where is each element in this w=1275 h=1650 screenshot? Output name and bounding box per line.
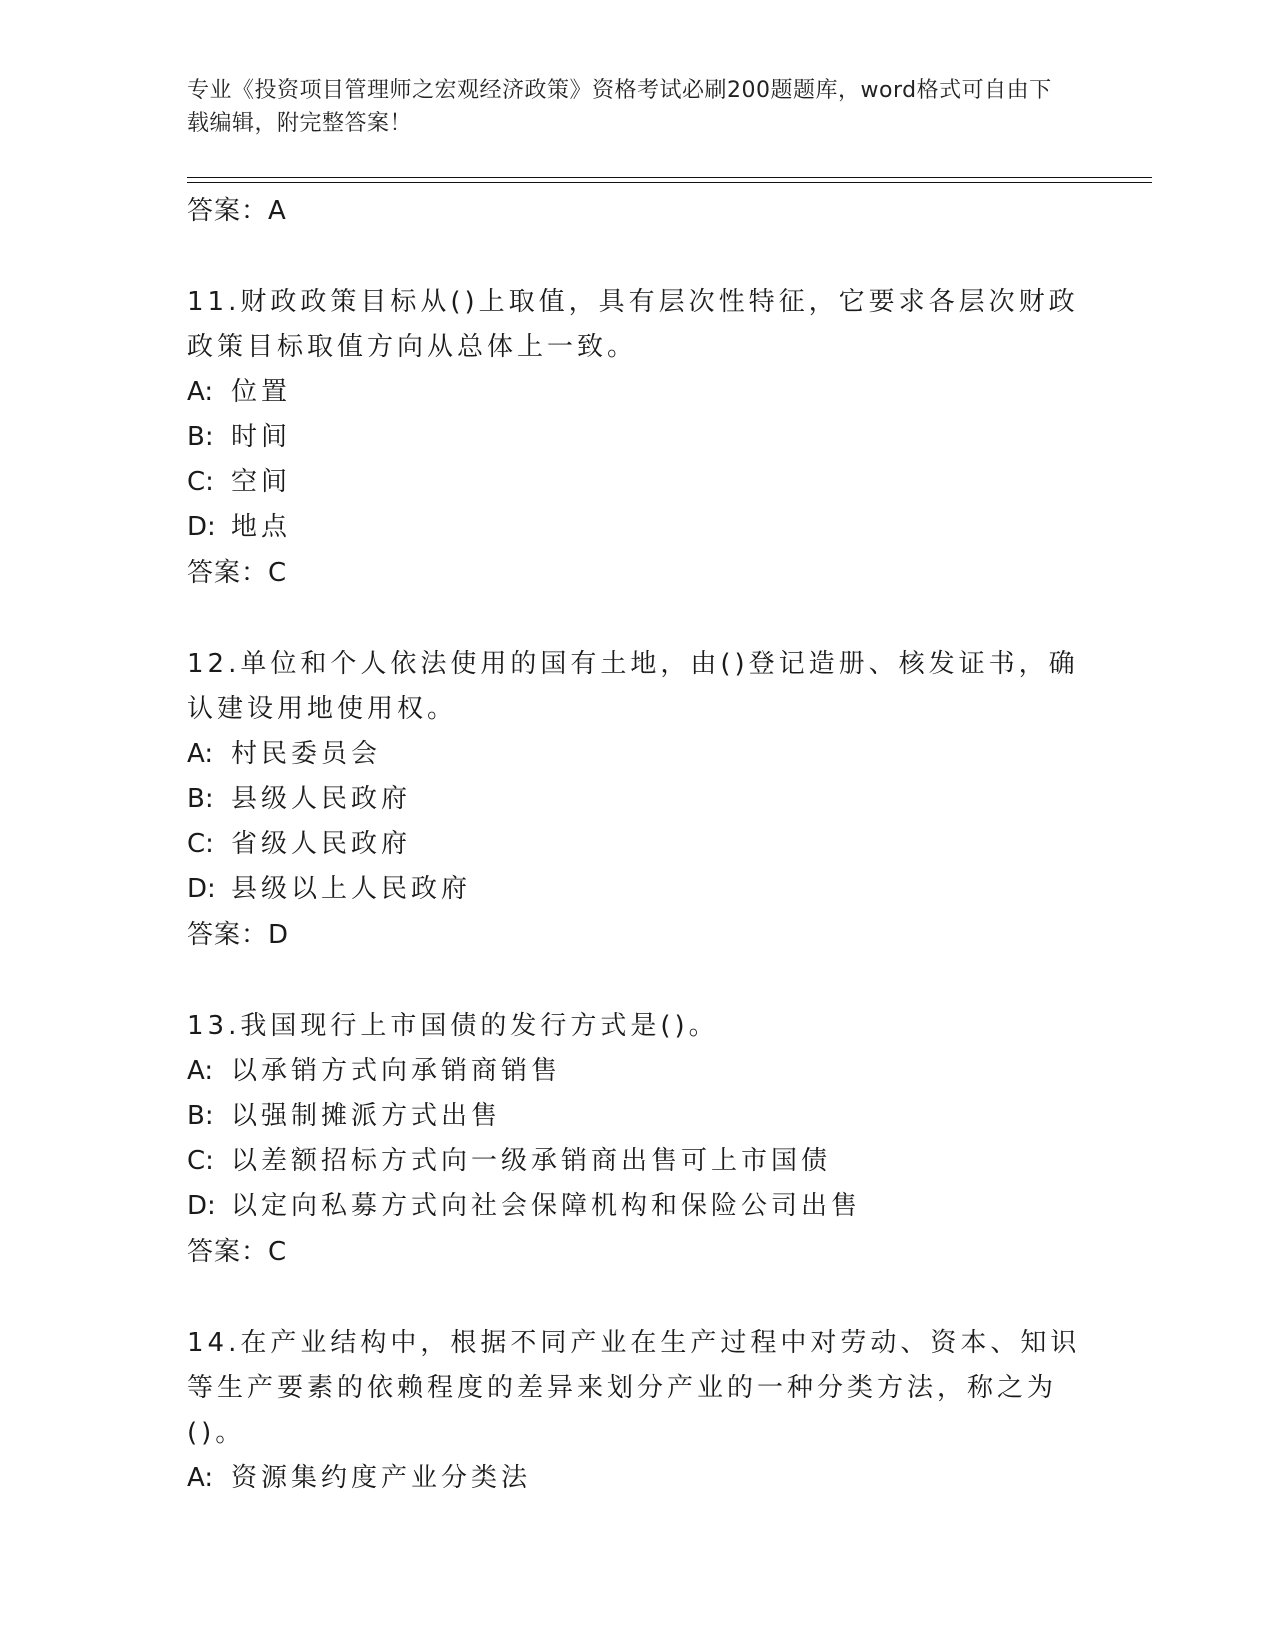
option-text: 空间 [231,467,292,497]
question-stem: 14.在产业结构中，根据不同产业在生产过程中对劳动、资本、知识等生产要素的依赖程度的差异来划分产业的一种分类方法，称之为()。 [187,1328,1081,1448]
question-stem: 11.财政政策目标从()上取值，具有层次性特征，它要求各层次财政政策目标取值方向从总体上一致。 [187,287,1079,362]
option-text: 以差额招标方式向一级承销商出售可上市国债 [231,1146,832,1176]
option-c [187,1139,1087,1184]
header-divider-bottom [187,182,1152,183]
option-a [187,732,1087,777]
option-c [187,460,1087,505]
question-item [187,280,1087,596]
option-d [187,867,1087,912]
option-text: 村民委员会 [231,739,382,769]
option-key: A: [187,377,214,407]
answer-line: 答案：C [187,1237,288,1267]
option-c [187,822,1087,867]
option-key: D: [187,1191,216,1221]
option-text: 以强制摊派方式出售 [231,1101,502,1131]
document-header: 专业《投资项目管理师之宏观经济政策》资格考试必刷200题题库，word格式可自由下载编辑，附完整答案！ [187,78,1052,136]
option-text: 时间 [231,422,292,452]
option-key: D: [187,512,216,542]
option-key: B: [187,1101,214,1131]
option-key: C: [187,1146,214,1176]
option-text: 以承销方式向承销商销售 [231,1056,562,1086]
option-text: 省级人民政府 [231,829,412,859]
option-text: 县级人民政府 [231,784,412,814]
option-key: B: [187,784,214,814]
answer-line: 答案：D [187,920,290,950]
option-text: 以定向私募方式向社会保障机构和保险公司出售 [231,1191,862,1221]
option-a [187,370,1087,415]
option-key: A: [187,1056,214,1086]
option-key: B: [187,422,214,452]
option-d [187,505,1087,550]
option-b [187,415,1087,460]
option-text: 县级以上人民政府 [231,874,472,904]
option-key: D: [187,874,216,904]
question-stem: 13.我国现行上市国债的发行方式是()。 [187,1011,719,1041]
option-text: 地点 [231,512,292,542]
option-b [187,777,1087,822]
answer-line: 答案：A [187,196,287,226]
option-key: A: [187,1463,214,1493]
option-key: A: [187,739,214,769]
question-item [187,1321,1087,1501]
question-stem: 12.单位和个人依法使用的国有土地，由()登记造册、核发证书，确认建设用地使用权。 [187,649,1079,724]
question-item [187,642,1087,958]
option-d [187,1184,1087,1229]
option-a [187,1049,1087,1094]
option-text: 资源集约度产业分类法 [231,1463,532,1493]
option-text: 位置 [231,377,292,407]
question-list [187,188,1087,1501]
answer-line: 答案：C [187,558,288,588]
option-a [187,1456,1087,1501]
option-key: C: [187,467,214,497]
question-item [187,1004,1087,1275]
option-b [187,1094,1087,1139]
option-key: C: [187,829,214,859]
header-divider-top [187,177,1152,178]
